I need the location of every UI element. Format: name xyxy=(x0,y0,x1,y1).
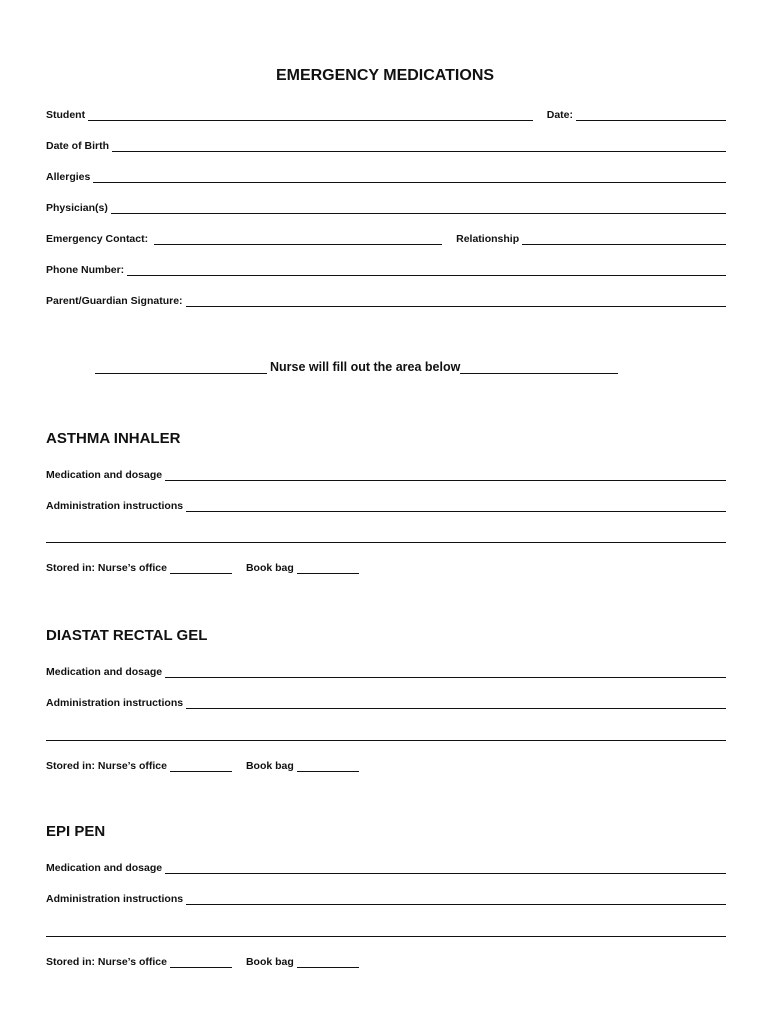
stored-in-label: Stored in: Nurse’s office xyxy=(46,956,167,968)
signature-row xyxy=(46,291,726,307)
phone-label: Phone Number: xyxy=(46,264,125,276)
relationship-label: Relationship xyxy=(456,233,520,245)
emergency-contact-field[interactable] xyxy=(154,233,442,245)
phone-row xyxy=(46,260,726,276)
diastat-instructions-field[interactable] xyxy=(186,697,726,709)
asthma-book-bag-field[interactable] xyxy=(297,562,359,574)
stored-in-label: Stored in: Nurse’s office xyxy=(46,760,167,772)
divider-line-right xyxy=(460,361,618,374)
asthma-instructions-row xyxy=(46,496,726,512)
instructions-label: Administration instructions xyxy=(46,893,184,905)
asthma-instructions-continued-field[interactable] xyxy=(46,531,726,543)
page-title: EMERGENCY MEDICATIONS xyxy=(275,67,495,84)
epipen-book-bag-field[interactable] xyxy=(297,956,359,968)
asthma-nurses-office-field[interactable] xyxy=(170,562,232,574)
diastat-instructions-continued-field[interactable] xyxy=(46,729,726,741)
asthma-storage-row xyxy=(46,558,726,574)
dob-row xyxy=(46,136,726,152)
section-title-asthma-inhaler: ASTHMA INHALER xyxy=(46,430,181,447)
date-field[interactable] xyxy=(576,109,726,121)
instructions-label: Administration instructions xyxy=(46,500,184,512)
epipen-instructions-continued-field[interactable] xyxy=(46,925,726,937)
allergies-field[interactable] xyxy=(93,171,726,183)
relationship-field[interactable] xyxy=(522,233,726,245)
nurse-divider xyxy=(95,356,618,374)
student-row xyxy=(46,105,726,121)
epipen-medication-field[interactable] xyxy=(165,862,726,874)
epipen-storage-row xyxy=(46,952,726,968)
diastat-instructions-continued-row xyxy=(46,725,726,741)
physicians-field[interactable] xyxy=(111,202,726,214)
diastat-medication-row xyxy=(46,662,726,678)
diastat-book-bag-field[interactable] xyxy=(297,760,359,772)
asthma-medication-row xyxy=(46,465,726,481)
medication-label: Medication and dosage xyxy=(46,666,163,678)
phone-field[interactable] xyxy=(127,264,726,276)
asthma-medication-field[interactable] xyxy=(165,469,726,481)
medication-label: Medication and dosage xyxy=(46,862,163,874)
nurse-divider-text: Nurse will fill out the area below xyxy=(270,360,461,374)
section-title-epi-pen: EPI PEN xyxy=(46,823,106,840)
book-bag-label: Book bag xyxy=(245,562,294,574)
asthma-instructions-field[interactable] xyxy=(186,500,726,512)
dob-label: Date of Birth xyxy=(46,140,109,152)
emergency-contact-label: Emergency Contact: xyxy=(46,233,149,245)
asthma-instructions-continued-row xyxy=(46,527,726,543)
diastat-storage-row xyxy=(46,756,726,772)
medication-label: Medication and dosage xyxy=(46,469,163,481)
epipen-instructions-continued-row xyxy=(46,921,726,937)
diastat-nurses-office-field[interactable] xyxy=(170,760,232,772)
signature-label: Parent/Guardian Signature: xyxy=(46,295,183,307)
book-bag-label: Book bag xyxy=(245,956,294,968)
diastat-instructions-row xyxy=(46,693,726,709)
dob-field[interactable] xyxy=(112,140,726,152)
student-label: Student xyxy=(46,109,86,121)
epipen-medication-row xyxy=(46,858,726,874)
student-field[interactable] xyxy=(88,109,533,121)
physicians-label: Physician(s) xyxy=(46,202,108,214)
book-bag-label: Book bag xyxy=(245,760,294,772)
allergies-row xyxy=(46,167,726,183)
epipen-instructions-field[interactable] xyxy=(186,893,726,905)
divider-line-left xyxy=(95,361,267,374)
allergies-label: Allergies xyxy=(46,171,91,183)
emergency-contact-row xyxy=(46,229,726,245)
stored-in-label: Stored in: Nurse’s office xyxy=(46,562,167,574)
physicians-row xyxy=(46,198,726,214)
signature-field[interactable] xyxy=(186,295,726,307)
instructions-label: Administration instructions xyxy=(46,697,184,709)
epipen-nurses-office-field[interactable] xyxy=(170,956,232,968)
section-title-diastat-rectal-gel: DIASTAT RECTAL GEL xyxy=(46,627,208,644)
date-label: Date: xyxy=(546,109,573,121)
diastat-medication-field[interactable] xyxy=(165,666,726,678)
epipen-instructions-row xyxy=(46,889,726,905)
